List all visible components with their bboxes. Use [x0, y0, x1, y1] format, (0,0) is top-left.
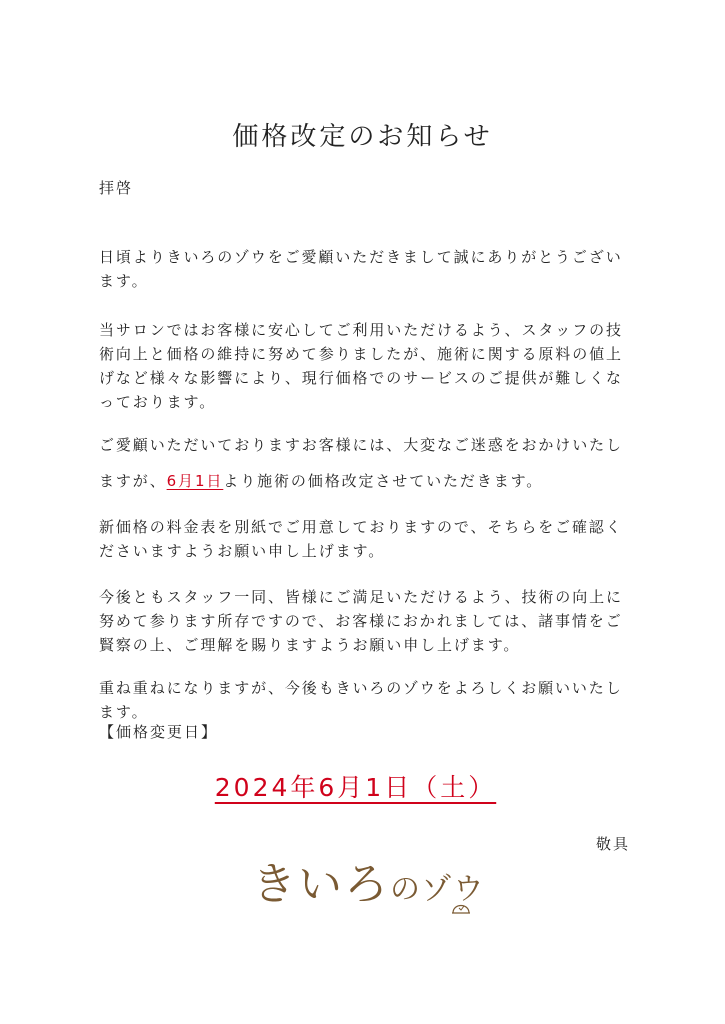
paragraph-commitment: 今後ともスタッフ一同、皆様にご満足いただけるよう、技術の向上に努めて参ります所存ですので、お客様におかれましては、諸事情をご賢察の上、ご理解を賜りますようお願い申し上げます。	[99, 588, 623, 654]
elephant-icon	[450, 894, 472, 916]
paragraph-price-list: 新価格の料金表を別紙でご用意しておりますので、そちらをご確認くださいますようお願い申し上げます。	[99, 518, 623, 560]
logo-text-small: のゾウ	[390, 872, 486, 907]
salutation: 拝啓	[99, 179, 134, 197]
logo-text-main: きいろ	[252, 859, 390, 910]
paragraph-announcement	[99, 427, 639, 499]
page-title: 価格改定のお知らせ	[232, 122, 493, 152]
brand-logo	[252, 848, 486, 924]
announcement-text-after: より施術の価格改定させていただきます。	[223, 472, 544, 490]
change-date-line	[0, 768, 725, 804]
highlight-date: 6月1日	[166, 472, 224, 490]
change-date: 2024年6月1日（土）	[214, 773, 497, 802]
paragraph-closing-request: 重ね重ねになりますが、今後もきいろのゾウをよろしくお願いいたします。	[99, 679, 623, 721]
announcement-text-before: ご愛顧いただいておりますお客様には、大変なご迷惑をおかけいたしますが、	[99, 436, 623, 490]
date-label: 【価格変更日】	[99, 723, 219, 741]
paragraph-greeting: 日頃よりきいろのゾウをご愛顧いただきまして誠にありがとうございます。	[99, 248, 623, 290]
paragraph-reason: 当サロンではお客様に安心してご利用いただけるよう、スタッフの技術向上と価格の維持に努めて参りましたが、施術に関する原料の値上げなど様々な影響により、現行価格でのサービスのご提供が難しくなっております。	[99, 321, 623, 411]
closing-remark: 敬具	[596, 835, 631, 853]
